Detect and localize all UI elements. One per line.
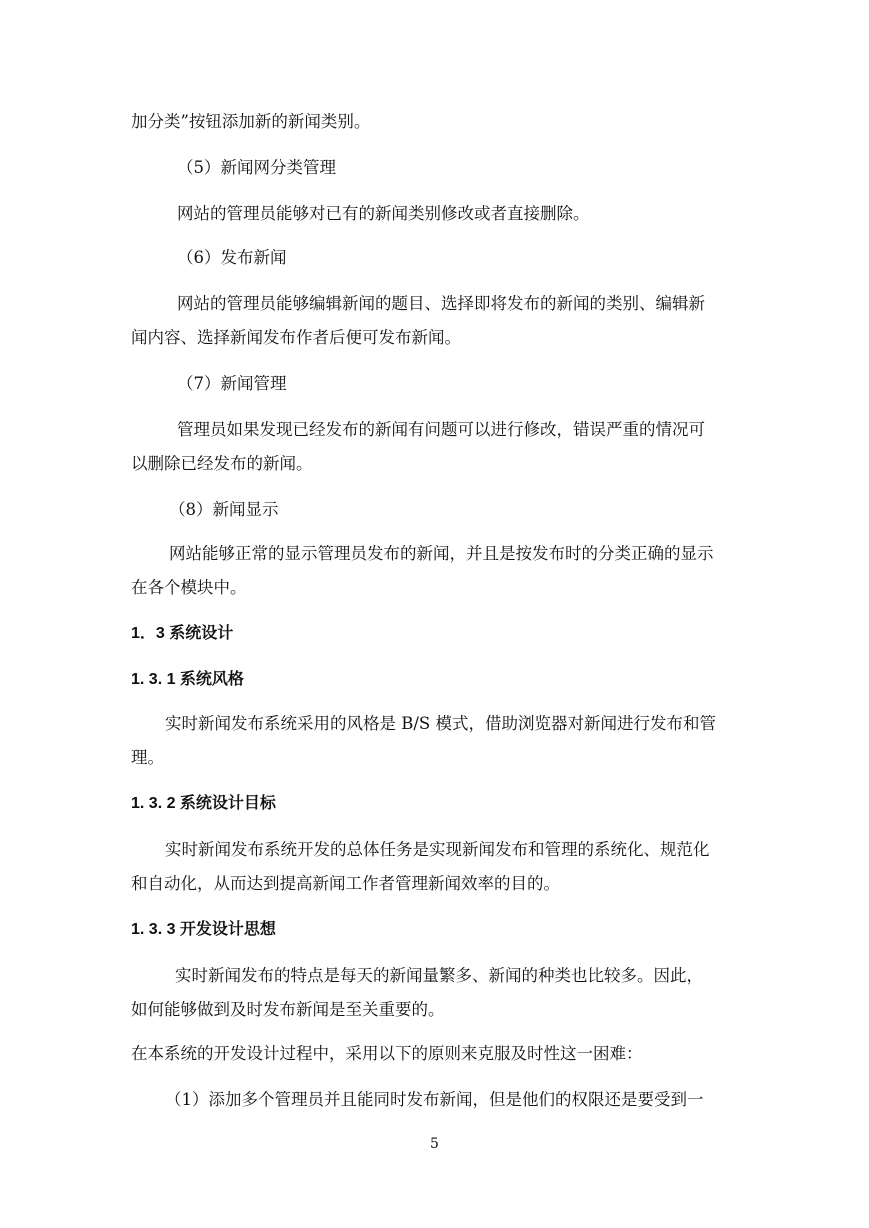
paragraph-line: 和自动化，从而达到提高新闻工作者管理新闻效率的目的。 (131, 874, 560, 893)
paragraph-line: 加分类”按钮添加新的新闻类别。 (131, 112, 371, 131)
subsection-heading: 1. 3. 2 系统设计目标 (131, 795, 276, 812)
paragraph-line: 如何能够做到及时发布新闻是至关重要的。 (131, 1000, 445, 1019)
paragraph-line: 在本系统的开发设计过程中，采用以下的原则来克服及时性这一困难： (131, 1044, 643, 1063)
list-item-heading: （7）新闻管理 (177, 374, 287, 393)
paragraph-line: 实时新闻发布的特点是每天的新闻量繁多、新闻的种类也比较多。因此， (175, 966, 703, 985)
paragraph-line: 闻内容、选择新闻发布作者后便可发布新闻。 (131, 328, 461, 347)
paragraph-line: 实时新闻发布系统采用的风格是 B/S 模式，借助浏览器对新闻进行发布和管 (165, 714, 716, 733)
list-item-heading: （8）新闻显示 (169, 500, 279, 519)
subsection-heading: 1. 3. 1 系统风格 (131, 671, 244, 688)
list-item-heading: （6）发布新闻 (177, 248, 287, 267)
paragraph-line: 以删除已经发布的新闻。 (131, 454, 313, 473)
paragraph-line: 理。 (131, 748, 164, 767)
paragraph-line: 在各个模块中。 (131, 578, 247, 597)
subsection-heading: 1. 3. 3 开发设计思想 (131, 921, 276, 938)
list-item-heading: （5）新闻网分类管理 (177, 158, 336, 177)
paragraph-line: 网站能够正常的显示管理员发布的新闻，并且是按发布时的分类正确的显示 (169, 544, 714, 563)
page-number: 5 (430, 1136, 439, 1152)
section-heading: 1．3 系统设计 (131, 625, 234, 642)
paragraph-line: 管理员如果发现已经发布的新闻有问题可以进行修改，错误严重的情况可 (177, 420, 705, 439)
paragraph-line: 实时新闻发布系统开发的总体任务是实现新闻发布和管理的系统化、规范化 (165, 840, 710, 859)
paragraph-line: 网站的管理员能够编辑新闻的题目、选择即将发布的新闻的类别、编辑新 (177, 294, 705, 313)
paragraph-line: 网站的管理员能够对已有的新闻类别修改或者直接删除。 (177, 204, 590, 223)
list-item: （1）添加多个管理员并且能同时发布新闻，但是他们的权限还是要受到一 (165, 1090, 704, 1109)
